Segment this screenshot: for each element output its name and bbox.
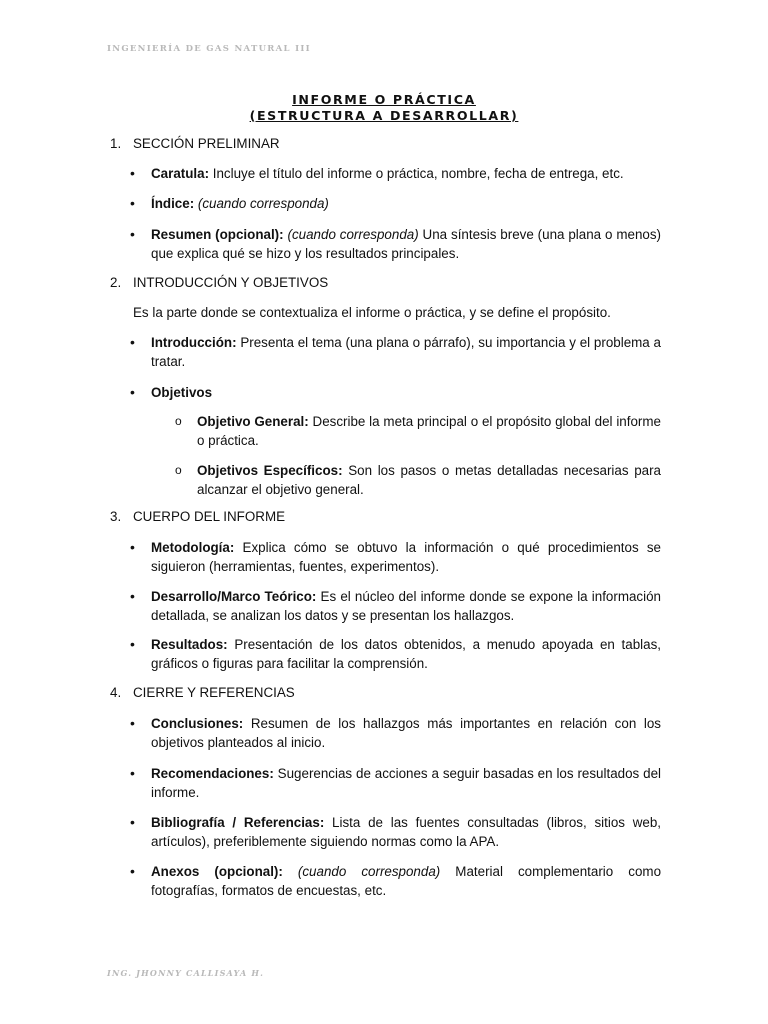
list-item (151, 225, 661, 263)
list-subitem (197, 461, 661, 499)
bullet-icon: • (130, 384, 135, 400)
item-term: Resumen (opcional): (151, 227, 284, 242)
item-term: Desarrollo/Marco Teórico: (151, 589, 317, 604)
list-item (151, 862, 661, 900)
section-title: INTRODUCCIÓN Y OBJETIVOS (133, 275, 329, 290)
item-term: Introducción: (151, 335, 237, 350)
section-title: SECCIÓN PRELIMINAR (133, 136, 280, 151)
section-heading-2 (110, 275, 328, 290)
list-item (151, 813, 661, 851)
document-subtitle: (ESTRUCTURA A DESARROLLAR) (249, 108, 519, 123)
list-item (151, 635, 661, 673)
section-number: 3. (110, 509, 122, 524)
circle-bullet-icon: o (175, 414, 182, 428)
list-item (151, 538, 661, 576)
item-text: Presentación de los datos obtenidos, a menudo apoyada en tablas, gráficos o figuras para facilitar la comprensión. (151, 637, 661, 671)
item-text: Sugerencias de acciones a seguir basadas en los resultados del informe. (151, 766, 661, 800)
item-text: Lista de las fuentes consultadas (libros, sitios web, artículos), preferiblemente siguiendo normas como la APA. (151, 815, 662, 849)
bullet-icon: • (130, 814, 135, 830)
section-intro: Es la parte donde se contextualiza el informe o práctica, y se define el propósito. (133, 305, 611, 320)
bullet-icon: • (130, 715, 135, 731)
section-heading-4 (110, 685, 295, 700)
bullet-icon: • (130, 588, 135, 604)
bullet-icon: • (130, 165, 135, 181)
item-term: Caratula: (151, 166, 210, 181)
item-term: Conclusiones: (151, 716, 244, 731)
item-text: Una síntesis breve (una plana o menos) que explica qué se hizo y los resultados principales. (151, 227, 661, 261)
list-item (151, 714, 661, 752)
list-item (151, 764, 661, 802)
item-text: Resumen de los hallazgos más importantes en relación con los objetivos planteados al inicio. (151, 716, 661, 750)
item-note: (cuando corresponda) (194, 196, 329, 211)
item-term: Anexos (opcional): (151, 864, 283, 879)
bullet-icon: • (130, 539, 135, 555)
item-text: Explica cómo se obtuvo la información o qué procedimientos se siguieron (herramientas, fuentes, experimentos). (151, 540, 661, 574)
item-term: Objetivo General: (197, 414, 309, 429)
list-item (151, 194, 661, 213)
item-term: Bibliografía / Referencias: (151, 815, 325, 830)
section-title: CIERRE Y REFERENCIAS (133, 685, 295, 700)
item-text: Es el núcleo del informe donde se expone la información detallada, se analizan los datos y se presentan los hallazgos. (151, 589, 661, 623)
bullet-icon: • (130, 226, 135, 242)
bullet-icon: • (130, 765, 135, 781)
list-item (151, 164, 661, 183)
section-number: 4. (110, 685, 122, 700)
item-note: (cuando corresponda) (282, 864, 441, 879)
bullet-icon: • (130, 636, 135, 652)
circle-bullet-icon: o (175, 463, 182, 477)
document-title: INFORME O PRÁCTICA (292, 92, 476, 107)
item-note: (cuando corresponda) (283, 227, 419, 242)
bullet-icon: • (130, 863, 135, 879)
running-footer: ING. JHONNY CALLISAYA H. (107, 968, 265, 978)
section-number: 1. (110, 136, 122, 151)
section-heading-1 (110, 136, 280, 151)
item-term: Índice: (151, 196, 195, 211)
section-title: CUERPO DEL INFORME (133, 509, 286, 524)
bullet-icon: • (130, 195, 135, 211)
list-item (151, 383, 661, 402)
item-term: Metodología: (151, 540, 235, 555)
item-term: Objetivos (151, 385, 213, 400)
item-term: Recomendaciones: (151, 766, 274, 781)
item-text: Incluye el título del informe o práctica, nombre, fecha de entrega, etc. (209, 166, 624, 181)
section-heading-3 (110, 509, 285, 524)
item-term: Objetivos Específicos: (197, 463, 343, 478)
item-term: Resultados: (151, 637, 228, 652)
item-text: Son los pasos o metas detalladas necesarias para alcanzar el objetivo general. (197, 463, 661, 497)
list-item (151, 587, 661, 625)
item-text: Material complementario como fotografías, formatos de encuestas, etc. (151, 864, 662, 898)
list-item (151, 333, 661, 371)
bullet-icon: • (130, 334, 135, 350)
running-header: INGENIERÍA DE GAS NATURAL III (107, 44, 311, 54)
section-number: 2. (110, 275, 122, 290)
list-subitem (197, 412, 661, 450)
item-text: Presenta el tema (una plana o párrafo), su importancia y el problema a tratar. (151, 335, 661, 369)
item-text: Describe la meta principal o el propósito global del informe o práctica. (197, 414, 661, 448)
